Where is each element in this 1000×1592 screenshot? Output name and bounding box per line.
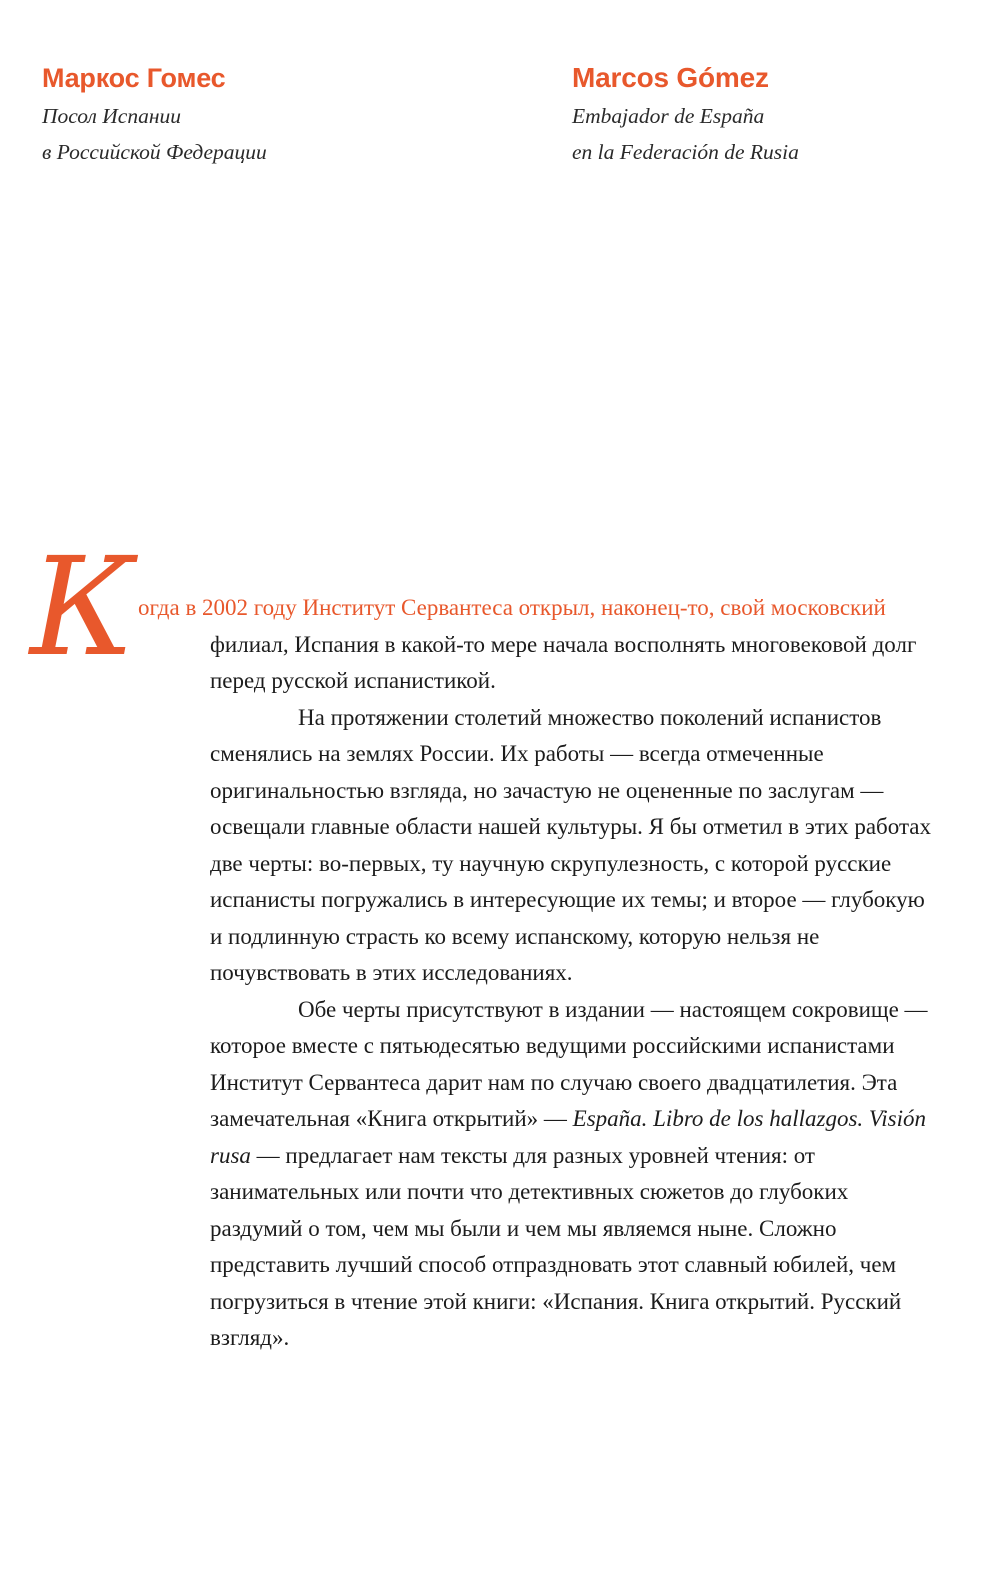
paragraph-1-rest: филиал, Испания в какой-то мере начала восполнять многовековой долг перед русской испанистикой. <box>210 631 917 693</box>
paragraph-3 <box>210 992 940 1357</box>
book-title-italic: España. Libro de los hallazgos. Visión rusa <box>210 1106 926 1168</box>
paragraph-2: На протяжении столетий множество поколений испанистов сменялись на землях России. Их работы — всегда отмеченные оригинальностью взгляда, но зачастую не оцененные по заслугам — освещали главные области нашей культуры. Я бы отметил в этих работах две черты: во-первых, ту научную скрупулезность, с которой русские испанисты погружались в интересующие их темы; и второе — глубокую и подлинную страсть ко всему испанскому, которую нельзя не почувствовать в этих исследованиях. <box>210 704 931 985</box>
paragraph-3-start: Обе черты присутствуют в издании — настоящем сокровище — которое вместе с пятьюдесятью ведущими российскими испанистами Институт Сервантеса дарит нам по случаю своего двадцатилетия. Эта замечательная «Книга открытий» — <box>210 996 928 1131</box>
article-body <box>138 590 940 1357</box>
author-block-spanish <box>572 58 799 170</box>
first-line-highlight: огда в 2002 году Институт Сервантеса открыл, наконец-то, свой московский <box>138 595 886 620</box>
author-block-russian <box>42 58 267 170</box>
author-role-russian-line2: в Российской Федерации <box>42 140 267 164</box>
author-role-spanish-line2: en la Federación de Rusia <box>572 140 799 164</box>
author-role-spanish-line1: Embajador de España <box>572 104 765 128</box>
author-role-russian-line1: Посол Испании <box>42 104 181 128</box>
paragraph-3-end: — предлагает нам тексты для разных уровней чтения: от занимательных или почти что детективных сюжетов до глубоких раздумий о том, чем мы были и чем мы являемся ныне. Сложно представить лучший способ отпраздновать этот славный юбилей, чем погрузиться в чтение этой книги: «Испания. Книга открытий. Русский взгляд». <box>210 1142 902 1350</box>
author-name-russian: Маркос Гомес <box>42 63 226 93</box>
author-name-spanish: Marcos Gómez <box>572 62 769 93</box>
drop-cap: К <box>30 529 136 687</box>
paragraph-1 <box>138 590 940 700</box>
